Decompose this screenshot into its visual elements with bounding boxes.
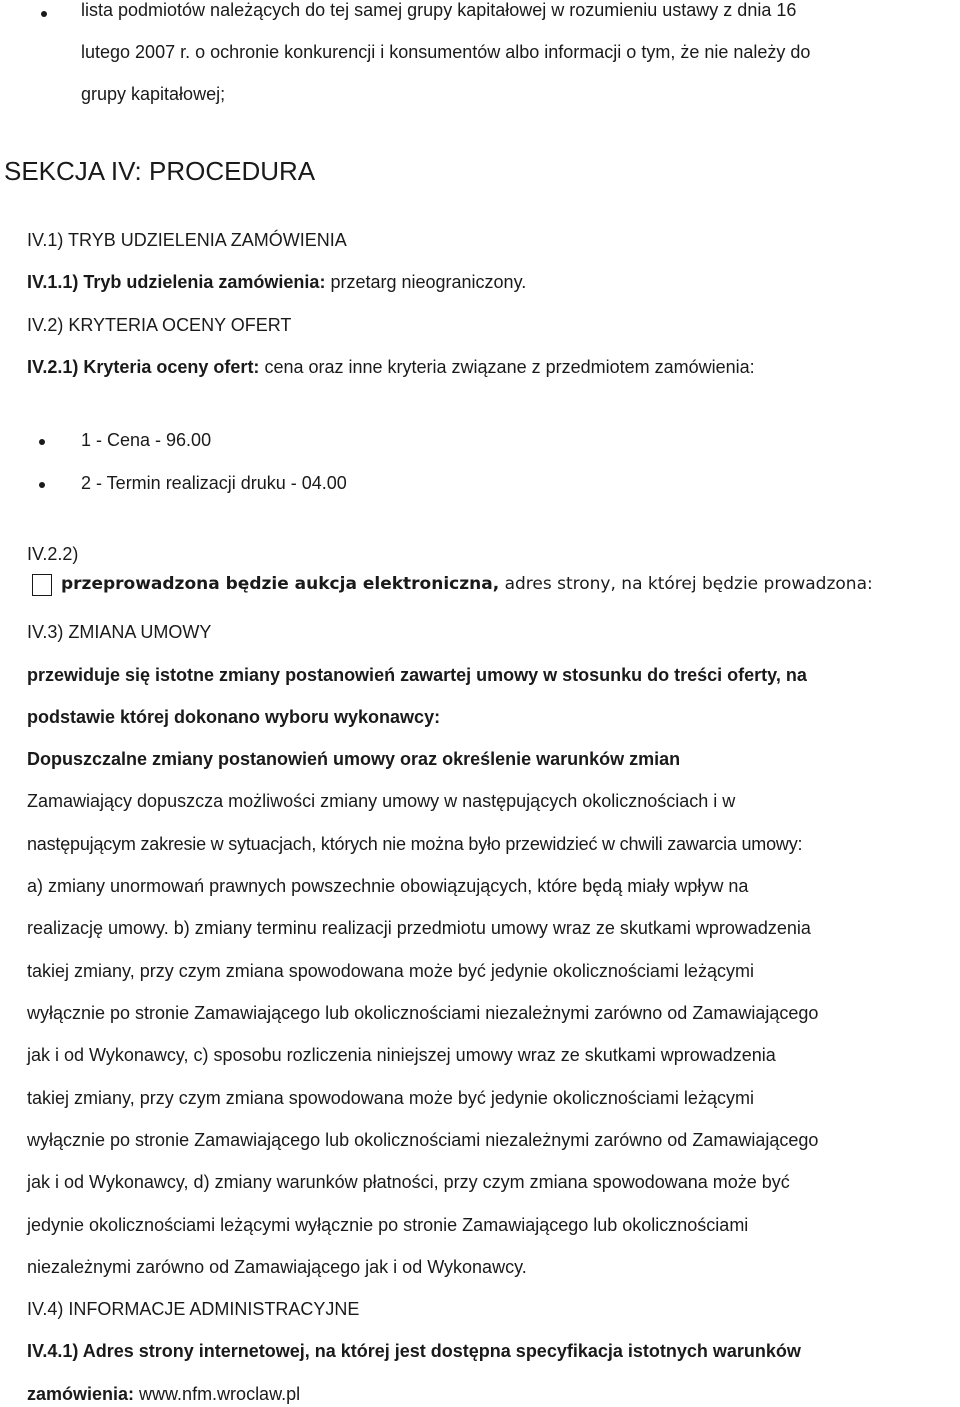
iv2-item [27,357,755,378]
iv3-body-line: jak i od Wykonawcy, c) sposobu rozliczenia niniejszej umowy wraz ze skutkami wprowadzenia [27,1045,776,1065]
iv2-2-label: IV.2.2) [27,544,79,564]
criteria-item: 2 - Termin realizacji druku - 04.00 [81,473,347,493]
iv3-body-line: wyłącznie po stronie Zamawiającego lub okolicznościami niezależnymi zarówno od Zamawiającego [27,1130,819,1150]
iv3-body-line: Zamawiający dopuszcza możliwości zmiany umowy w następujących okolicznościach i w [27,791,736,811]
iv3-body-line: realizację umowy. b) zmiany terminu realizacji przedmiotu umowy wraz ze skutkami wprowadzenia [27,918,811,938]
iv4-item-label-line2: zamówienia: [27,1384,135,1404]
auction-rest-text: adres strony, na której będzie prowadzona: [504,574,873,594]
iv3-body-line: niezależnymi zarówno od Zamawiającego jak i od Wykonawcy. [27,1257,527,1277]
iv1-item-label: IV.1.1) Tryb udzielenia zamówienia: [27,272,326,292]
criteria-bullet-icon [39,439,45,445]
iv3-body-line: jak i od Wykonawcy, d) zmiany warunków płatności, przy czym zmiana spowodowana może być [27,1172,790,1192]
iv4-heading: IV.4) INFORMACJE ADMINISTRACYJNE [27,1299,360,1319]
iv3-body-line: jedynie okolicznościami leżącymi wyłącznie po stronie Zamawiającego lub okolicznościami [27,1215,749,1235]
intro-line-2: lutego 2007 r. o ochronie konkurencji i konsumentów albo informacji o tym, że nie należy do [81,42,811,62]
iv2-heading: IV.2) KRYTERIA OCENY OFERT [27,315,292,335]
iv2-item-label: IV.2.1) Kryteria oceny ofert: [27,357,260,377]
intro-line-3: grupy kapitałowej; [81,84,226,104]
iv3-body-line: wyłącznie po stronie Zamawiającego lub okolicznościami niezależnymi zarówno od Zamawiającego [27,1003,819,1023]
iv1-item [27,272,526,293]
intro-line-1: lista podmiotów należących do tej samej grupy kapitałowej w rozumieniu ustawy z dnia 16 [81,0,797,20]
iv4-item-label-line1: IV.4.1) Adres strony internetowej, na której jest dostępna specyfikacja istotnych warunków [27,1341,801,1361]
iv4-url-link[interactable]: www.nfm.wroclaw.pl [139,1384,301,1404]
iv3-heading: IV.3) ZMIANA UMOWY [27,622,212,642]
iv2-item-value: cena oraz inne kryteria związane z przedmiotem zamówienia: [264,357,755,377]
iv3-bold-line: przewiduje się istotne zmiany postanowień zawartej umowy w stosunku do treści oferty, na [27,665,807,685]
iv3-bold-line: podstawie której dokonano wyboru wykonawcy: [27,707,441,727]
iv3-body-line: takiej zmiany, przy czym zmiana spowodowana może być jedynie okolicznościami leżącymi [27,961,754,981]
intro-bullet-icon [41,11,47,17]
iv1-item-value: przetarg nieograniczony. [330,272,527,292]
iv3-body-line: następującym zakresie w sytuacjach, których nie można było przewidzieć w chwili zawarcia umowy: [27,834,803,854]
iv3-body-line: takiej zmiany, przy czym zmiana spowodowana może być jedynie okolicznościami leżącymi [27,1088,754,1108]
iv3-body-line: a) zmiany unormowań prawnych powszechnie obowiązujących, które będą miały wpływ na [27,876,749,896]
iv4-item-line2 [27,1384,300,1405]
auction-checkbox[interactable] [32,574,52,596]
auction-bold-text: przeprowadzona będzie aukcja elektroniczna, [61,574,500,594]
criteria-bullet-icon [39,482,45,488]
iv3-bold-line: Dopuszczalne zmiany postanowień umowy oraz określenie warunków zmian [27,749,681,769]
iv1-heading: IV.1) TRYB UDZIELENIA ZAMÓWIENIA [27,230,347,250]
auction-text [61,574,873,594]
section-title: SEKCJA IV: PROCEDURA [4,156,316,186]
criteria-item: 1 - Cena - 96.00 [81,430,212,450]
